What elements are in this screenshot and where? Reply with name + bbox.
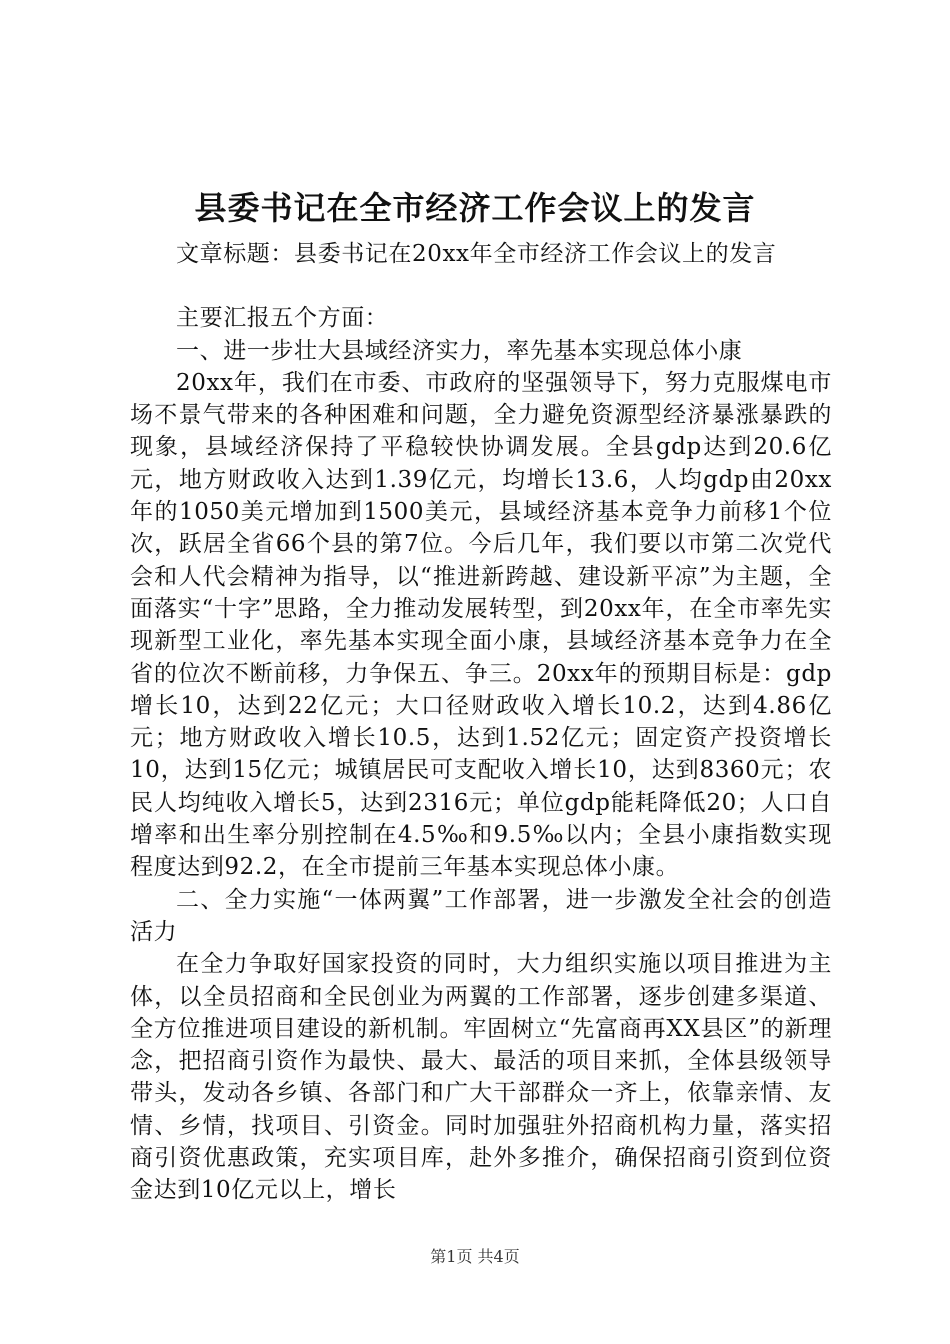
intro-paragraph: 主要汇报五个方面： — [176, 305, 389, 332]
section-heading-2: 二、全力实施“一体两翼”工作部署，进一步激发全社会的创造活力 — [130, 886, 832, 945]
section-heading-1: 一、进一步壮大县域经济实力，率先基本实现总体小康 — [176, 337, 743, 364]
body-paragraph-2: 在全力争取好国家投资的同时，大力组织实施以项目推进为主体，以全员招商和全民创业为两翼的工作部署，逐步创建多渠道、全方位推进项目建设的新机制。牢固树立“先富商再XX县区”的新理念，把招商引资作为最快、最大、最活的项目来抓，全体县级领导带头，发动各乡镇、各部门和广大干部群众一齐上，依靠亲情、友情、乡情，找项目、引资金。同时加强驻外招商机构力量，落实招商引资优惠政策，充实项目库，赴外多推介，确保招商引资到位资金达到10亿元以上，增长 — [130, 951, 832, 1204]
page-footer: 第1页 共4页 — [430, 1247, 520, 1266]
document-body — [130, 238, 832, 1207]
article-subtitle: 文章标题：县委书记在20xx年全市经济工作会议上的发言 — [176, 241, 777, 267]
document-title: 县委书记在全市经济工作会议上的发言 — [194, 189, 756, 227]
body-paragraph-1: 20xx年，我们在市委、市政府的坚强领导下，努力克服煤电市场不景气带来的各种困难和问题，全力避免资源型经济暴涨暴跌的现象，县域经济保持了平稳较快协调发展。全县gdp达到20.6亿元，地方财政收入达到1.39亿元，均增长13.6，人均gdp由20xx年的1050美元增加到1500美元，县域经济基本竞争力前移1个位次，跃居全省66个县的第7位。今后几年，我们要以市第二次党代会和人代会精神为指导，以“推进新跨越、建设新平凉”为主题，全面落实“十字”思路，全力推动发展转型，到20xx年，在全市率先实现新型工业化，率先基本实现全面小康，县域经济基本竞争力在全省的位次不断前移，力争保五、争三。20xx年的预期目标是：gdp增长10，达到22亿元；大口径财政收入增长10.2，达到4.86亿元；地方财政收入增长10.5，达到1.52亿元；固定资产投资增长10，达到15亿元；城镇居民可支配收入增长10，达到8360元；农民人均纯收入增长5，达到2316元；单位gdp能耗降低20；人口自增率和出生率分别控制在4.5‰和9.5‰以内；全县小康指数实现程度达到92.2，在全市提前三年基本实现总体小康。 — [130, 369, 832, 881]
